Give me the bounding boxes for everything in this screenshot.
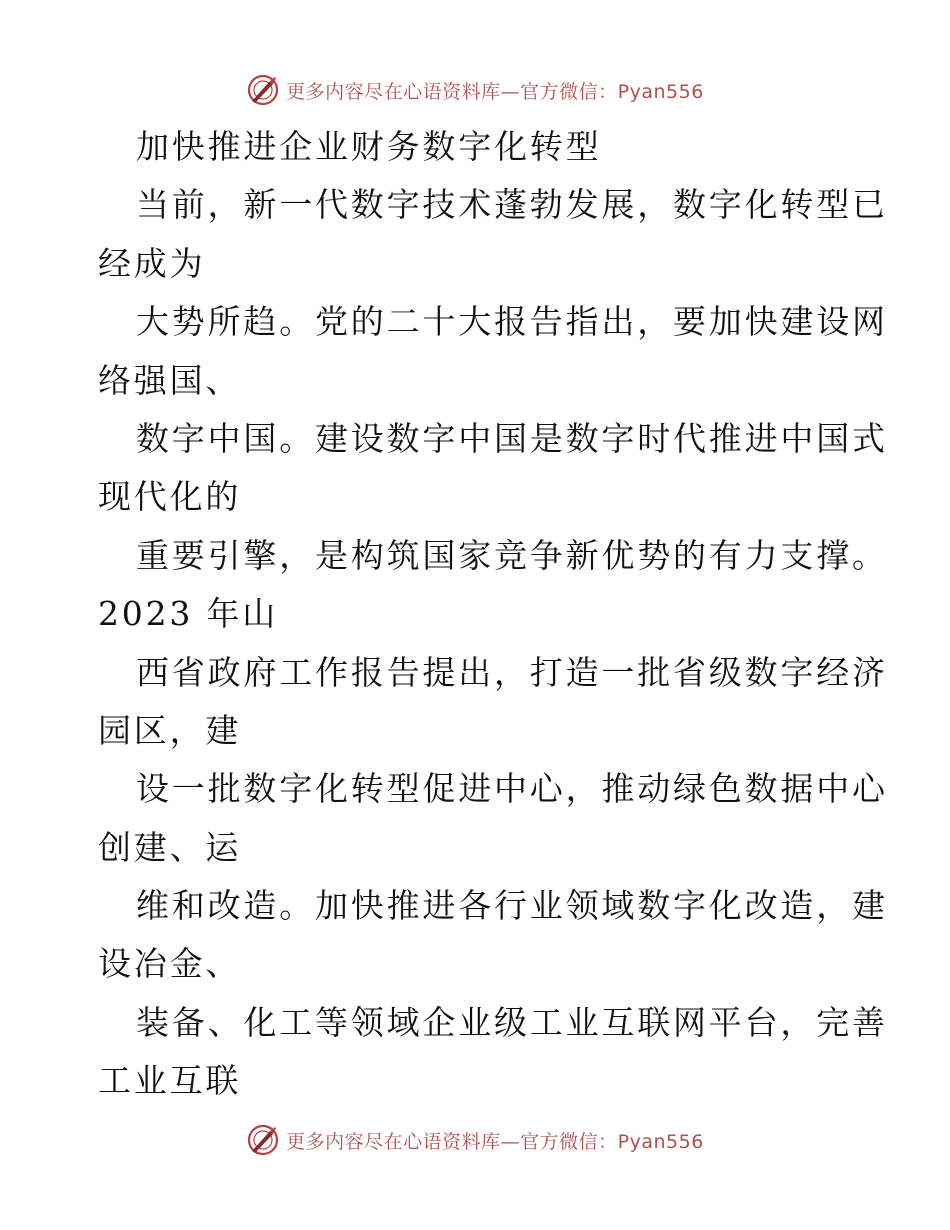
doc-line: 设一批数字化转型促进中心，推动绿色数据中心 (136, 769, 888, 809)
doc-line: 数字中国。建设数字中国是数字时代推进中国式 (136, 418, 888, 458)
doc-line: 大势所趋。党的二十大报告指出，要加快建设网 (136, 302, 888, 342)
pen-nib-logo-icon (246, 1123, 280, 1157)
doc-line: 重要引擎，是构筑国家竞争新优势的有力支撑。 (136, 535, 888, 575)
doc-line: 创建、运 (98, 827, 242, 867)
doc-line: 络强国、 (98, 360, 242, 400)
doc-line: 现代化的 (98, 477, 242, 517)
watermark-footer (0, 1120, 950, 1160)
watermark-text-cn: 更多内容尽在心语资料库—官方微信： (286, 1130, 618, 1153)
document-body (98, 118, 888, 1111)
watermark-text-cn: 更多内容尽在心语资料库—官方微信： (286, 80, 618, 103)
doc-line: 工业互联 (98, 1061, 242, 1101)
watermark-wechat-id: Pyan556 (617, 1130, 704, 1153)
watermark-wechat-id: Pyan556 (617, 80, 704, 103)
doc-line: 园区，建 (98, 710, 242, 750)
doc-line: 2023 年山 (98, 594, 279, 634)
doc-line: 装备、化工等领域企业级工业互联网平台，完善 (136, 1002, 888, 1042)
doc-line: 当前，新一代数字技术蓬勃发展，数字化转型已 (136, 185, 888, 225)
pen-nib-logo-icon (246, 73, 280, 107)
doc-line: 设冶金、 (98, 944, 242, 984)
doc-line: 经成为 (98, 243, 206, 283)
watermark-text (286, 1127, 704, 1154)
doc-line: 西省政府工作报告提出，打造一批省级数字经济 (136, 652, 888, 692)
doc-title: 加快推进企业财务数字化转型 (136, 127, 602, 166)
doc-line: 维和改造。加快推进各行业领域数字化改造，建 (136, 886, 888, 926)
watermark-header (0, 70, 950, 110)
watermark-text (286, 77, 704, 104)
